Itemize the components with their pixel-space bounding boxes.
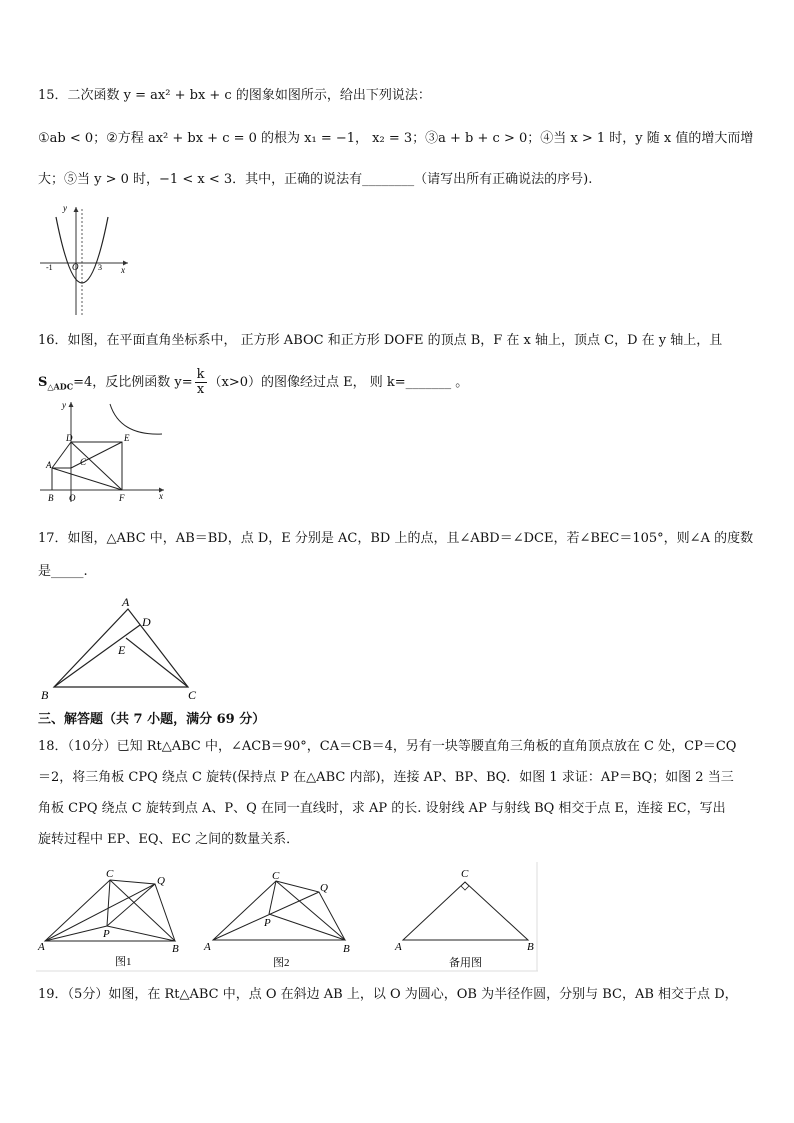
q17-triangle-figure: [36, 592, 204, 704]
q16-line2: [38, 368, 468, 397]
q16-coordinate-figure: [36, 398, 168, 506]
q15-neg1-label: -1: [46, 263, 53, 272]
q18-f2-label-p: P: [264, 917, 271, 929]
q18-f3-label-b: B: [527, 941, 534, 953]
q16-label-e: E: [124, 433, 130, 443]
q17-label-b: B: [41, 688, 49, 702]
q18-f3-label-c: C: [461, 868, 469, 880]
q18-line4: 旋转过程中 EP、EQ、EC 之间的数量关系．: [38, 832, 300, 847]
q17-label-c: C: [188, 688, 197, 702]
q18-f1-label-p: P: [103, 928, 110, 940]
q17-label-d: D: [142, 615, 151, 629]
q18-f2-caption: 图2: [273, 957, 290, 969]
q15-three-label: 3: [98, 263, 102, 272]
q15-line2: ①ab < 0；②方程 ax² + bx + c = 0 的根为 x₁ = −1， x₂ = 3；③a + b + c > 0；④当 x > 1 时，y 随 x 值的增大而增: [38, 131, 754, 146]
q16-area-subscript: △ADC: [47, 381, 74, 392]
section-3-heading: 三、解答题（共 7 小题，满分 69 分）: [38, 712, 266, 727]
q18-f1-label-c: C: [106, 868, 114, 880]
q16-label-b: B: [48, 493, 54, 503]
q15-x-label: x: [121, 265, 125, 275]
q18-f3-caption: 备用图: [449, 957, 482, 969]
q18-f2-label-a: A: [204, 941, 211, 953]
q18-line1: 18．（10分）已知 Rt△ABC 中，∠ACB＝90°，CA＝CB＝4，另有一块等腰直角三角板的直角顶点放在 C 处，CP＝CQ: [38, 739, 737, 754]
q16-label-o: O: [69, 493, 76, 503]
q17-label-a: A: [122, 595, 130, 609]
q16-x-label: x: [159, 491, 163, 501]
q17-line2: 是_____.: [38, 564, 88, 579]
q18-figures: [36, 862, 538, 972]
q18-figure-1: [37, 868, 179, 968]
q17-label-e: E: [118, 643, 126, 657]
q18-line3: 角板 CPQ 绕点 C 旋转到点 A、P、Q 在同一直线时，求 AP 的长. 设射线 AP 与射线 BQ 相交于点 E，连接 EC，写出: [38, 801, 726, 816]
q16-label-c: C: [80, 457, 87, 467]
q16-line2-a: =4，反比例函数 y=: [73, 375, 193, 390]
q18-f2-label-q: Q: [320, 882, 328, 894]
q16-y-label: y: [62, 400, 66, 410]
q15-origin-label: O: [72, 262, 79, 272]
q18-f2-label-c: C: [272, 870, 280, 882]
q16-area-symbol: S: [38, 375, 48, 390]
q15-line1: 15．二次函数 y = ax² + bx + c 的图象如图所示，给出下列说法：: [38, 88, 431, 103]
q16-fraction-denominator: x: [196, 382, 205, 397]
q18-f1-label-b: B: [172, 943, 179, 955]
q16-line1: 16．如图，在平面直角坐标系中， 正方形 ABOC 和正方形 DOFE 的顶点 B，F 在 x 轴上，顶点 C，D 在 y 轴上，且: [38, 333, 723, 348]
q18-figure-2: [203, 870, 350, 969]
q18-figure-spare: [394, 868, 534, 969]
q16-line2-b: （x>0）的图像经过点 E， 则 k=_______ 。: [208, 375, 469, 390]
q18-f2-label-b: B: [343, 943, 350, 955]
q18-f1-caption: 图1: [115, 956, 132, 968]
q16-fraction-numerator: k: [196, 367, 205, 382]
q16-label-d: D: [66, 433, 73, 443]
q18-f1-label-a: A: [38, 941, 45, 953]
q17-line1: 17．如图，△ABC 中，AB＝BD，点 D，E 分别是 AC，BD 上的点，且∠ABD＝∠DCE，若∠BEC＝105°，则∠A 的度数: [38, 531, 754, 546]
q18-f1-label-q: Q: [157, 875, 165, 887]
q18-f3-label-a: A: [395, 941, 402, 953]
q16-label-a: A: [46, 460, 52, 470]
q16-label-f: F: [119, 493, 125, 503]
q16-fraction: [195, 368, 207, 397]
q18-line2: ＝2，将三角板 CPQ 绕点 C 旋转(保持点 P 在△ABC 内部)，连接 AP、BP、BQ．如图 1 求证：AP＝BQ；如图 2 当三: [38, 770, 734, 785]
q15-line3: 大；⑤当 y > 0 时，−1 < x < 3．其中，正确的说法有________（请写出所有正确说法的序号).: [38, 172, 593, 187]
q19-line1: 19．（5分）如图，在 Rt△ABC 中，点 O 在斜边 AB 上，以 O 为圆心，OB 为半径作圆，分别与 BC，AB 相交于点 D，: [38, 987, 738, 1002]
q15-y-label: y: [63, 203, 67, 213]
q15-parabola-figure: [36, 203, 132, 321]
